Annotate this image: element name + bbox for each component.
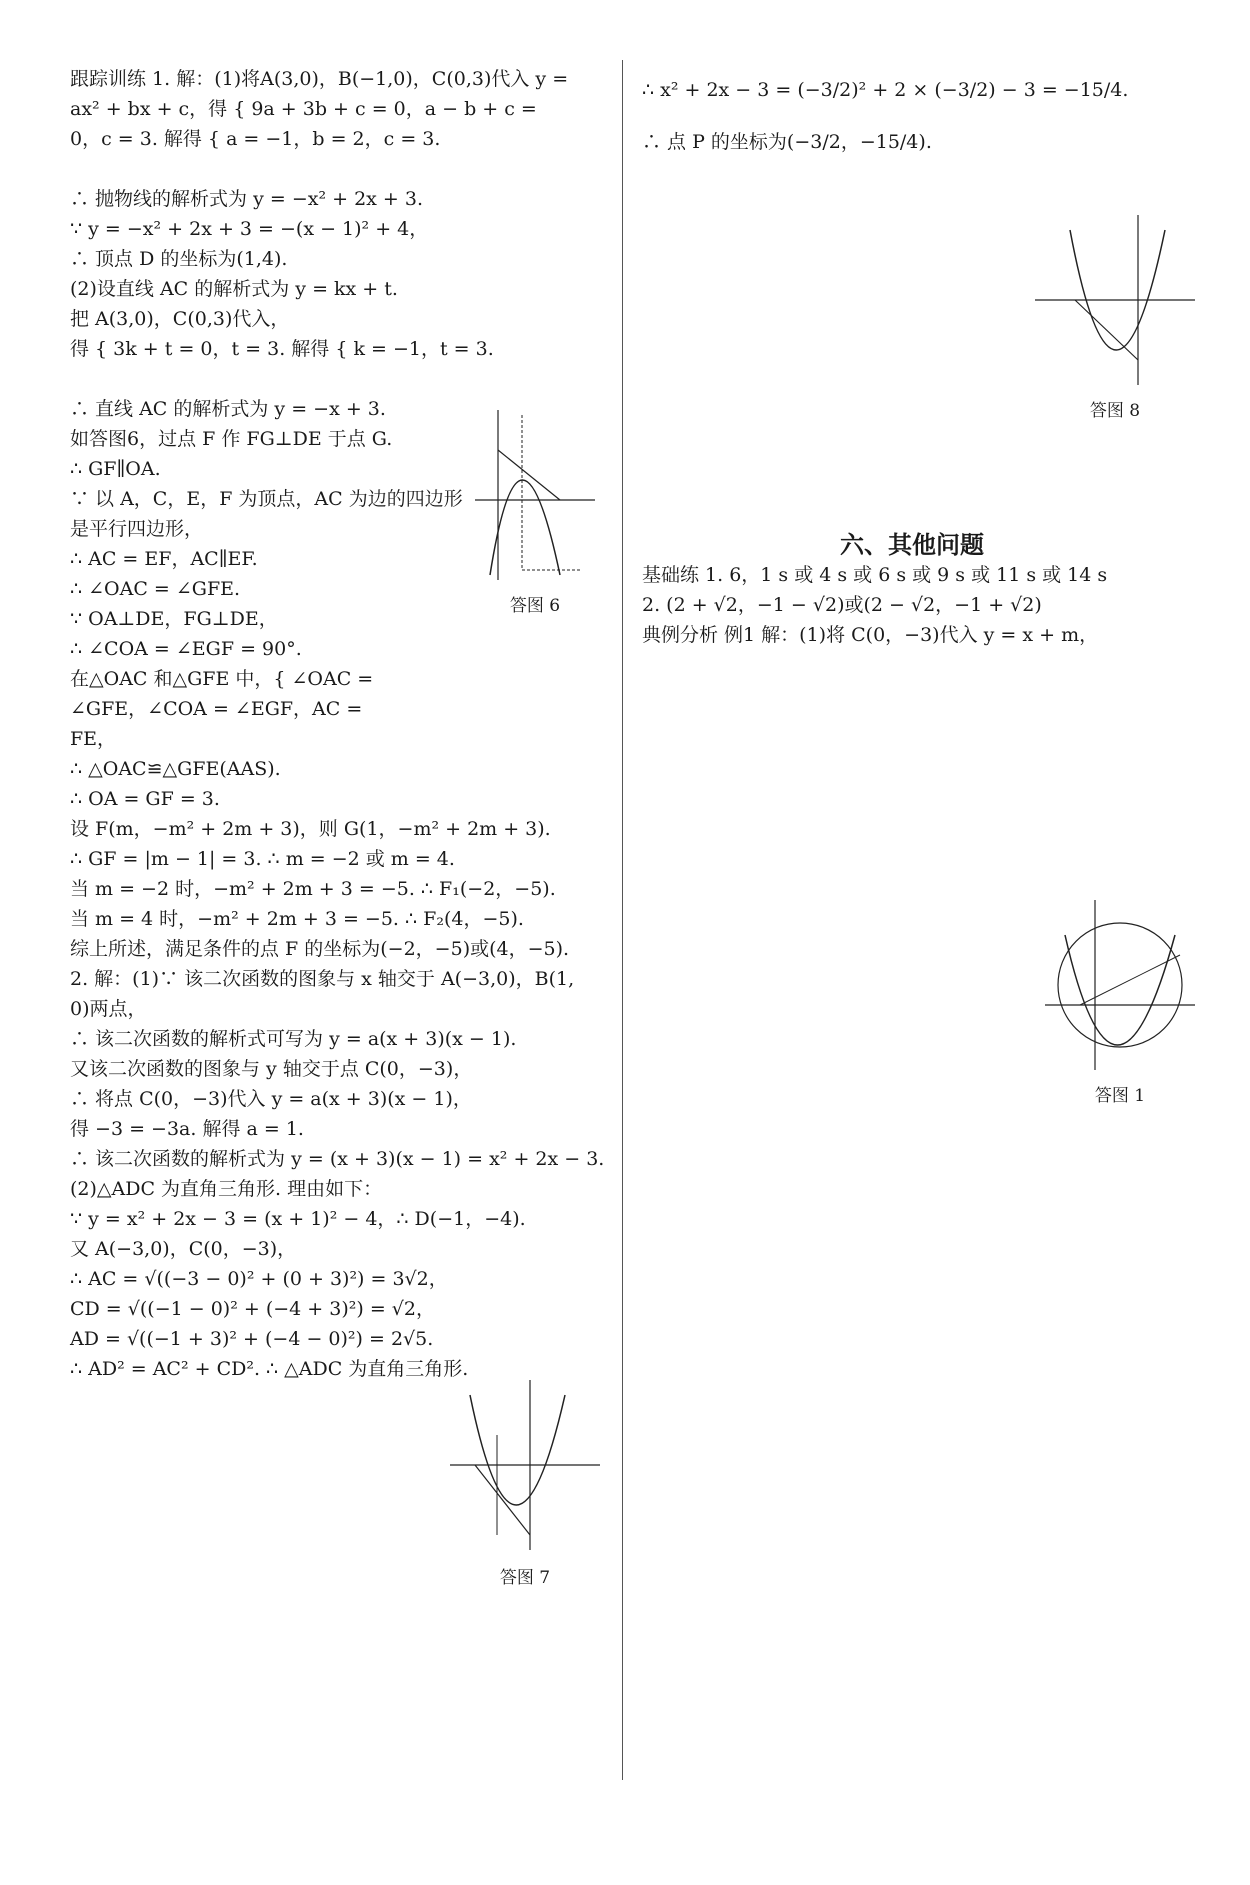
text-line: 设 F(m，−m² + 2m + 3)，则 G(1，−m² + 2m + 3).: [70, 818, 551, 840]
text-line: 基础练 1. 6，1 s 或 4 s 或 6 s 或 9 s 或 11 s 或 14 s: [642, 564, 1108, 586]
figure-1: [1040, 895, 1200, 1105]
figure-8-diagram: [1030, 210, 1200, 390]
text-line: 在△OAC 和△GFE 中，{ ∠OAC = ∠GFE，∠COA = ∠EGF，AC = FE，: [70, 668, 374, 750]
text-line: 2. 解：(1)∵ 该二次函数的图象与 x 轴交于 A(−3,0)，B(1,: [70, 968, 575, 990]
text-line: 0)两点，: [70, 998, 147, 1020]
text-line: ∴ 将点 C(0，−3)代入 y = a(x + 3)(x − 1)，: [70, 1088, 472, 1110]
figure-7-caption: 答图 7: [499, 1568, 551, 1588]
text-line: 又 A(−3,0)，C(0，−3)，: [70, 1238, 297, 1260]
text-line: (2)△ADC 为直角三角形. 理由如下：: [70, 1178, 383, 1200]
section-heading: 六、其他问题: [840, 530, 984, 559]
text-line: ∴ 顶点 D 的坐标为(1,4).: [70, 248, 288, 270]
figure-7: [445, 1375, 605, 1600]
text-line: ∴ OA = GF = 3.: [70, 788, 220, 810]
text-line: ∴ △OAC≌△GFE(AAS).: [70, 758, 281, 780]
figure-7-diagram: [445, 1375, 605, 1555]
text-line: 跟踪训练 1. 解：(1)将A(3,0)，B(−1,0)，C(0,3)代入 y =: [70, 68, 569, 90]
text-line: AD = √((−1 + 3)² + (−4 − 0)²) = 2√5.: [70, 1328, 434, 1350]
text-line: 当 m = 4 时，−m² + 2m + 3 = −5. ∴ F₂(4，−5).: [70, 908, 524, 930]
text-line: ∴ 抛物线的解析式为 y = −x² + 2x + 3.: [70, 188, 423, 210]
text-line: ∴ AC = EF，AC∥EF.: [70, 548, 258, 570]
text-line: 是平行四边形，: [70, 518, 204, 540]
text-line: ∴ ∠COA = ∠EGF = 90°.: [70, 638, 302, 660]
right-column-lower: [642, 530, 1182, 650]
figure-6-caption: 答图 6: [509, 596, 561, 616]
text-line: ∴ 直线 AC 的解析式为 y = −x + 3.: [70, 398, 386, 420]
column-divider: [622, 60, 623, 1780]
text-line: ∴ GF∥OA.: [70, 458, 161, 480]
text-line: 当 m = −2 时，−m² + 2m + 3 = −5. ∴ F₁(−2，−5).: [70, 878, 556, 900]
text-line: ∴ GF = |m − 1| = 3. ∴ m = −2 或 m = 4.: [70, 848, 455, 870]
text-line: ∴ x² + 2x − 3 = (−3/2)² + 2 × (−3/2) − 3 = −15/4.: [642, 79, 1129, 101]
text-line: 又该二次函数的图象与 y 轴交于点 C(0，−3)，: [70, 1058, 473, 1080]
figure-8: [1030, 210, 1200, 420]
text-line: (2)设直线 AC 的解析式为 y = kx + t.: [70, 278, 398, 300]
text-line: ∵ OA⊥DE，FG⊥DE，: [70, 608, 278, 630]
figure-1-caption: 答图 1: [1094, 1086, 1146, 1106]
text-line: 把 A(3,0)，C(0,3)代入，: [70, 308, 290, 330]
figure-6-diagram: [470, 405, 600, 585]
text-line: ax² + bx + c，得 { 9a + 3b + c = 0，a − b + c = 0，c = 3. 解得 { a = −1，b = 2，c = 3.: [70, 98, 537, 150]
text-line: 得 { 3k + t = 0，t = 3. 解得 { k = −1，t = 3.: [70, 338, 494, 360]
figure-6: [470, 405, 600, 615]
text-line: CD = √((−1 − 0)² + (−4 + 3)²) = √2，: [70, 1298, 435, 1320]
text-line: ∵ y = x² + 2x − 3 = (x + 1)² − 4，∴ D(−1，−4).: [70, 1208, 526, 1230]
text-line: ∴ ∠OAC = ∠GFE.: [70, 578, 241, 600]
text-line: ∵ 以 A，C，E，F 为顶点，AC 为边的四边形: [70, 488, 463, 510]
text-line: 如答图6，过点 F 作 FG⊥DE 于点 G.: [70, 428, 393, 450]
text-line: 典例分析 例1 解：(1)将 C(0，−3)代入 y = x + m，: [642, 624, 1099, 646]
left-column: [70, 64, 610, 1384]
text-line: ∴ 该二次函数的解析式可写为 y = a(x + 3)(x − 1).: [70, 1028, 517, 1050]
text-line: ∴ 点 P 的坐标为(−3/2，−15/4).: [642, 131, 932, 153]
right-column: [642, 64, 1182, 168]
figure-8-caption: 答图 8: [1089, 401, 1141, 421]
figure-1-diagram: [1040, 895, 1200, 1075]
text-line: ∴ AD² = AC² + CD². ∴ △ADC 为直角三角形.: [70, 1358, 469, 1380]
text-line: ∵ y = −x² + 2x + 3 = −(x − 1)² + 4，: [70, 218, 429, 240]
text-line: ∴ AC = √((−3 − 0)² + (0 + 3)²) = 3√2，: [70, 1268, 448, 1290]
text-line: 综上所述，满足条件的点 F 的坐标为(−2，−5)或(4，−5).: [70, 938, 570, 960]
text-line: ∴ 该二次函数的解析式为 y = (x + 3)(x − 1) = x² + 2x − 3.: [70, 1148, 605, 1170]
text-line: 2. (2 + √2，−1 − √2)或(2 − √2，−1 + √2): [642, 594, 1042, 616]
text-line: 得 −3 = −3a. 解得 a = 1.: [70, 1118, 304, 1140]
